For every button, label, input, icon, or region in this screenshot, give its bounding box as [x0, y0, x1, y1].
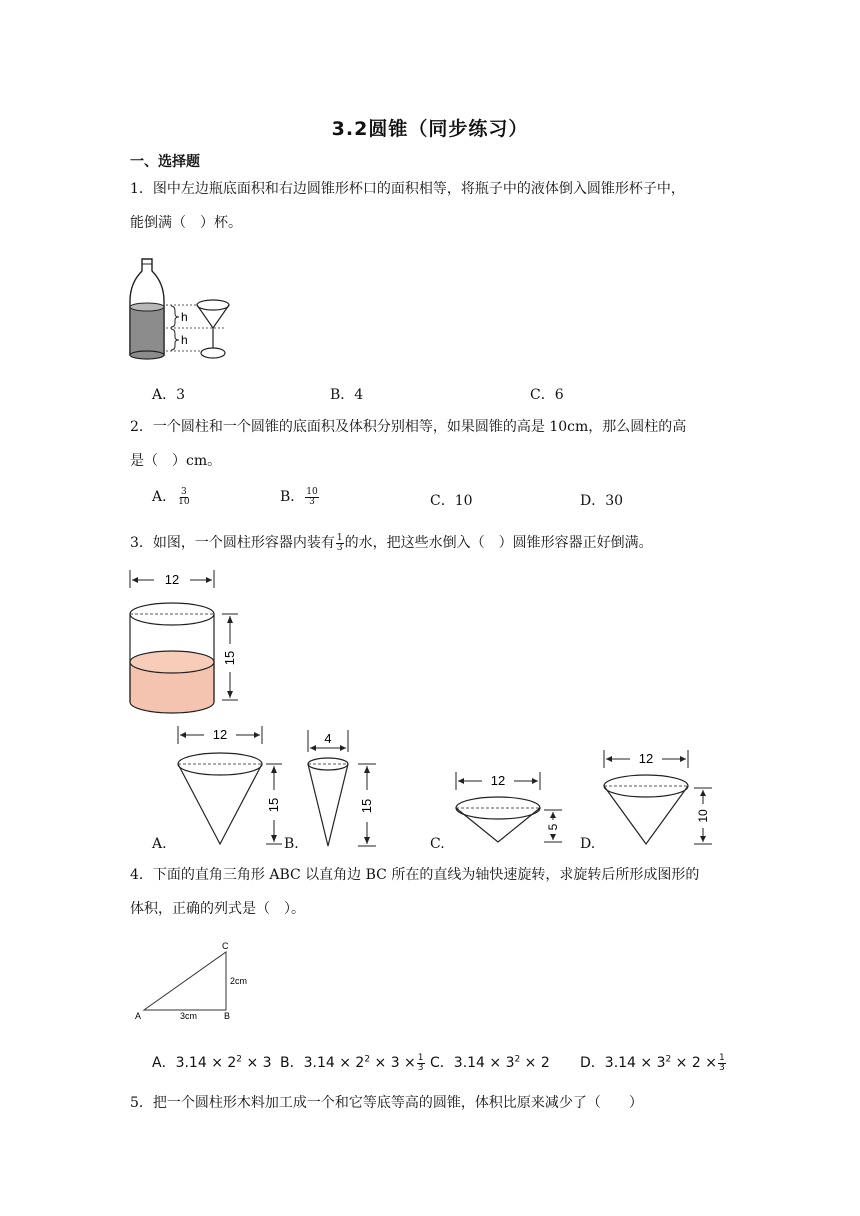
- triangle-label-b: B: [224, 1011, 231, 1021]
- q1-line2: 能倒满（ ）杯。: [130, 215, 242, 231]
- q3-cone-d-figure: [598, 748, 720, 852]
- q2-option-a[interactable]: A． $\frac{3}{10}$: [152, 486, 190, 507]
- q1-option-b[interactable]: B．4: [330, 387, 364, 403]
- q1-option-c[interactable]: C．6: [530, 387, 564, 403]
- q1-option-a[interactable]: A．3: [152, 387, 186, 403]
- q3-cone-b-width: 4: [324, 731, 332, 746]
- q3-cylinder-width: 12: [164, 572, 180, 587]
- triangle-label-c: C: [222, 941, 229, 951]
- q4-option-d[interactable]: D．$3.14 \times 3^2 \times 2$ × $\frac{1}{3}$: [580, 1052, 725, 1073]
- q1-figure: [126, 255, 256, 365]
- triangle-label-bc: 2cm: [230, 976, 248, 986]
- triangle-label-ab: 3cm: [180, 1011, 198, 1021]
- q3-option-b[interactable]: B.: [284, 836, 299, 852]
- q3-cone-c-width: 12: [490, 773, 506, 788]
- q1-line1: 1．图中左边瓶底面积和右边圆锥形杯口的面积相等，将瓶子中的液体倒入圆锥形杯子中，: [130, 181, 685, 197]
- page-title: 3.2圆锥（同步练习）: [331, 118, 529, 140]
- q3-cone-b-figure: [300, 728, 382, 850]
- q4-line2: 体积，正确的列式是（ ）。: [130, 901, 305, 917]
- bottle-liquid: [130, 307, 164, 355]
- goblet-rim: [197, 300, 229, 310]
- q5-line1: 5．把一个圆柱形木料加工成一个和它等底等高的圆锥，体积比原来减少了（ ）: [130, 1095, 643, 1111]
- q2-line2: 是（ ）cm。: [130, 453, 222, 469]
- q2-option-b[interactable]: B． $\frac{10}{3}$: [280, 486, 318, 507]
- q3-cone-d-width: 12: [638, 751, 654, 766]
- q3-cone-d-height: 10: [696, 809, 710, 823]
- q3-option-c[interactable]: C.: [430, 836, 445, 852]
- section-heading: 一、选择题: [130, 154, 200, 170]
- q2-line1: 2．一个圆柱和一个圆锥的底面积及体积分别相等，如果圆锥的高是 10cm，那么圆柱的高: [130, 419, 687, 435]
- q2-option-d[interactable]: D．30: [580, 493, 624, 509]
- q3-option-a[interactable]: A.: [152, 836, 167, 852]
- q3-cone-c-height: 5: [546, 823, 560, 831]
- q3-cone-a-figure: [172, 724, 284, 850]
- q3-cone-a-height: 15: [266, 797, 281, 813]
- q1-h-label-1: h: [181, 310, 188, 324]
- triangle-abc: [144, 952, 226, 1010]
- q3-cone-b-height: 15: [359, 798, 374, 814]
- q2-option-c[interactable]: C．10: [430, 493, 473, 509]
- q4-option-a[interactable]: A．$3.14 \times 2^2 \times 3$: [152, 1054, 272, 1071]
- q3-cylinder-figure: [124, 568, 254, 720]
- q3-cone-a-width: 12: [212, 727, 228, 742]
- q4-triangle-figure: [130, 938, 260, 1024]
- q3-cylinder-height: 15: [222, 650, 237, 666]
- q4-option-c[interactable]: C．$3.14 \times 3^2 \times 2$: [430, 1054, 550, 1071]
- q4-line1: 4．下面的直角三角形 ABC 以直角边 BC 所在的直线为轴快速旋转，求旋转后所形成图形的: [130, 867, 700, 883]
- q3-text: 3．如图，一个圆柱形容器内装有 $\frac{1}{3}$ 的水，把这些水倒入（ ）圆锥形容器正好倒满。: [130, 532, 653, 553]
- q3-option-d[interactable]: D.: [580, 836, 596, 852]
- q1-h-label-2: h: [181, 333, 188, 347]
- triangle-label-a: A: [135, 1011, 142, 1021]
- q4-option-b[interactable]: B．$3.14 \times 2^2 \times 3$ × $\frac{1}{3}$: [280, 1052, 424, 1073]
- q3-cone-c-figure: [450, 770, 570, 852]
